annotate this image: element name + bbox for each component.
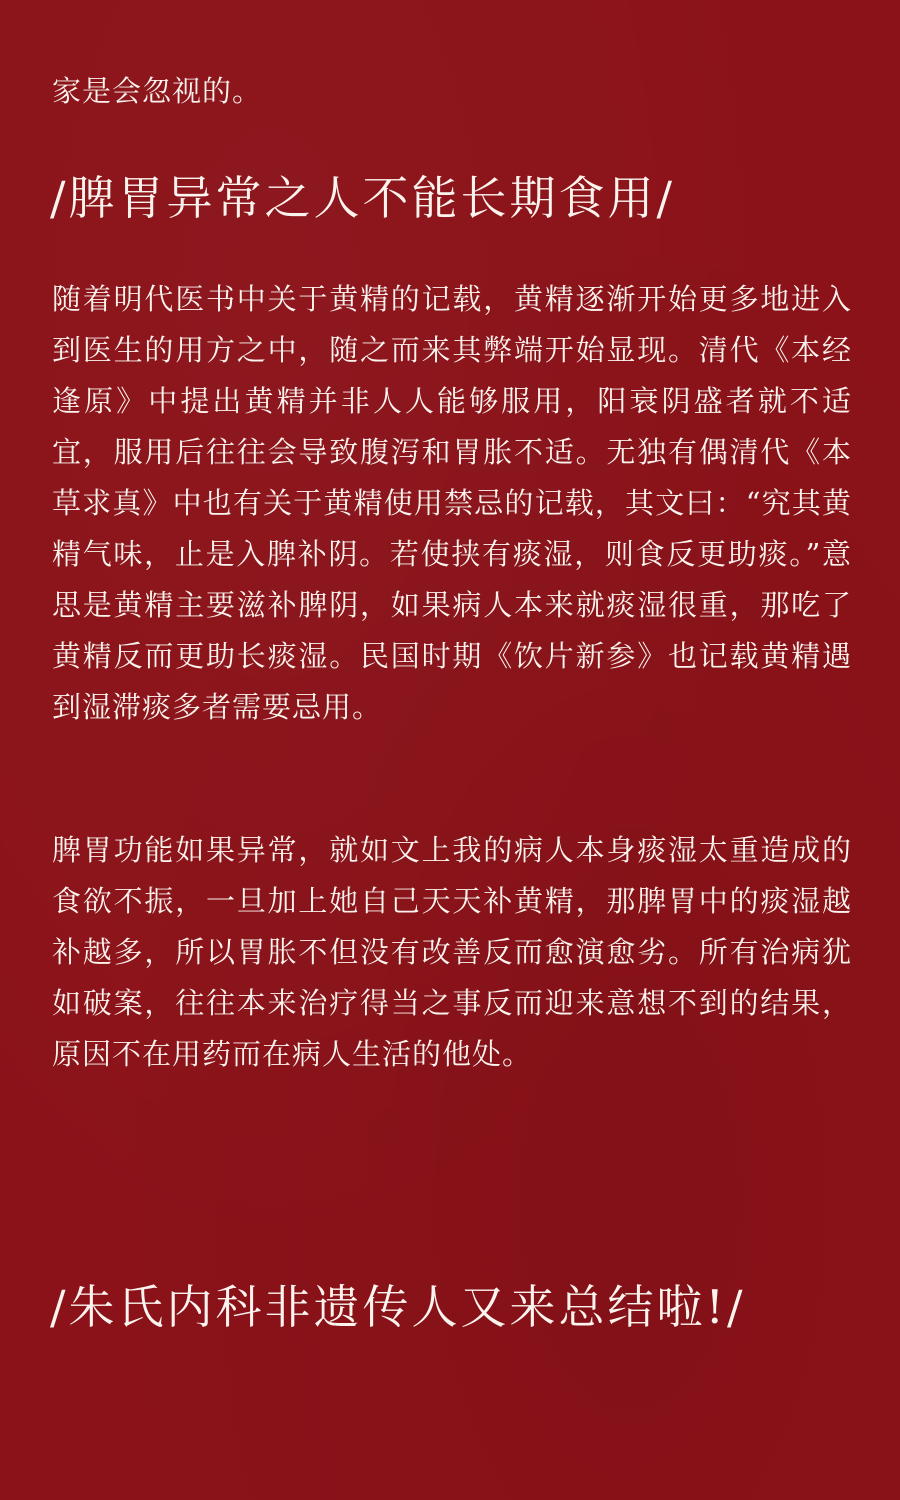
section-heading-spleen-stomach: /脾胃异常之人不能长期食用/ <box>50 171 675 225</box>
intro-paragraph: 家是会忽视的。 <box>52 74 263 108</box>
body-paragraph-case: 脾胃功能如果异常，就如文上我的病人本身痰湿太重造成的食欲不振，一旦加上她自己天天补黄精，那脾胃中的痰湿越补越多，所以胃胀不但没有改善反而愈演愈劣。所有治病犹如破案，往往本来治疗得当之事反而迎来意想不到的结果，原因不在用药而在病人生活的他处。 <box>52 833 852 1071</box>
section-heading-summary: /朱氏内科非遗传人又来总结啦!/ <box>50 1280 746 1334</box>
body-paragraph-history: 随着明代医书中关于黄精的记载，黄精逐渐开始更多地进入到医生的用方之中，随之而来其弊端开始显现。清代《本经逢原》中提出黄精并非人人能够服用，阳衰阴盛者就不适宜，服用后往往会导致腹泻和胃胀不适。无独有偶清代《本草求真》中也有关于黄精使用禁忌的记载，其文曰：“究其黄精气味，止是入脾补阴。若使挟有痰湿，则食反更助痰。”意思是黄精主要滋补脾阴，如果病人本来就痰湿很重，那吃了黄精反而更助长痰湿。民国时期《饮片新参》也记载黄精遇到湿滞痰多者需要忌用。 <box>52 282 852 724</box>
